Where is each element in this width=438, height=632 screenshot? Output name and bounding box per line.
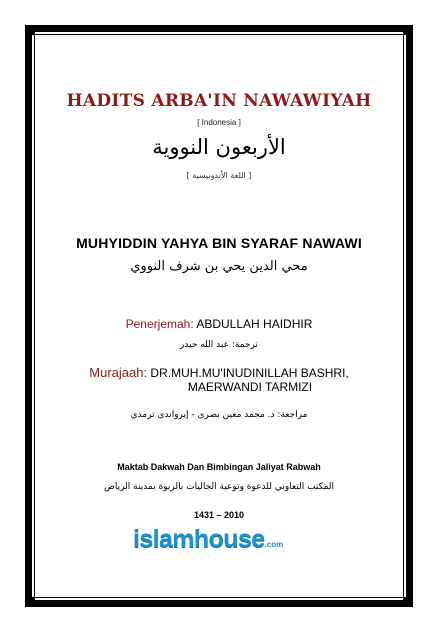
arabic-title: الأربعون النووية bbox=[152, 135, 286, 159]
translator-label: Penerjemah: bbox=[125, 317, 194, 331]
language-label: [ Indonesia ] bbox=[197, 118, 241, 127]
reviewer-label: Murajaah: bbox=[89, 365, 148, 380]
islamhouse-logo bbox=[133, 525, 283, 554]
arabic-reviewer-credit: مراجعة: د. محمد معين بصري - إيرواندي ترمذي bbox=[130, 410, 308, 420]
translator-name: ABDULLAH HAIDHIR bbox=[196, 317, 313, 331]
arabic-publisher-name: المكتب التعاوني للدعوة وتوعية الجاليات بالربوة بمدينة الرياض bbox=[103, 482, 335, 492]
logo-text: islamhouse bbox=[133, 525, 265, 553]
reviewer-name-line2: MAERWANDI TARMIZI bbox=[187, 380, 313, 394]
author-name: MUHYIDDIN YAHYA BIN SYARAF NAWAWI bbox=[76, 235, 362, 251]
publisher-name: Maktab Dakwah Dan Bimbingan Jaliyat Rabwah bbox=[117, 462, 321, 472]
corner-ornament bbox=[403, 25, 413, 35]
reviewer-credit bbox=[35, 366, 403, 394]
cover-page bbox=[35, 35, 403, 597]
translator-credit bbox=[35, 317, 403, 331]
corner-ornament bbox=[403, 597, 413, 607]
corner-ornament bbox=[25, 597, 35, 607]
logo-suffix: .com bbox=[264, 540, 284, 549]
book-title: HADITS ARBA'IN NAWAWIYAH bbox=[66, 91, 372, 111]
arabic-language-label: [ اللغة الأندونيسية ] bbox=[186, 171, 252, 180]
arabic-translator-credit: ترجمة: عبد الله حيدر bbox=[180, 340, 258, 350]
corner-ornament bbox=[25, 25, 35, 35]
publication-year: 1431 – 2010 bbox=[193, 510, 245, 520]
reviewer-name-line1: DR.MUH.MU'INUDINILLAH BASHRI, bbox=[150, 366, 349, 380]
arabic-author-name: محي الدين يحي بن شرف النووي bbox=[130, 259, 308, 274]
